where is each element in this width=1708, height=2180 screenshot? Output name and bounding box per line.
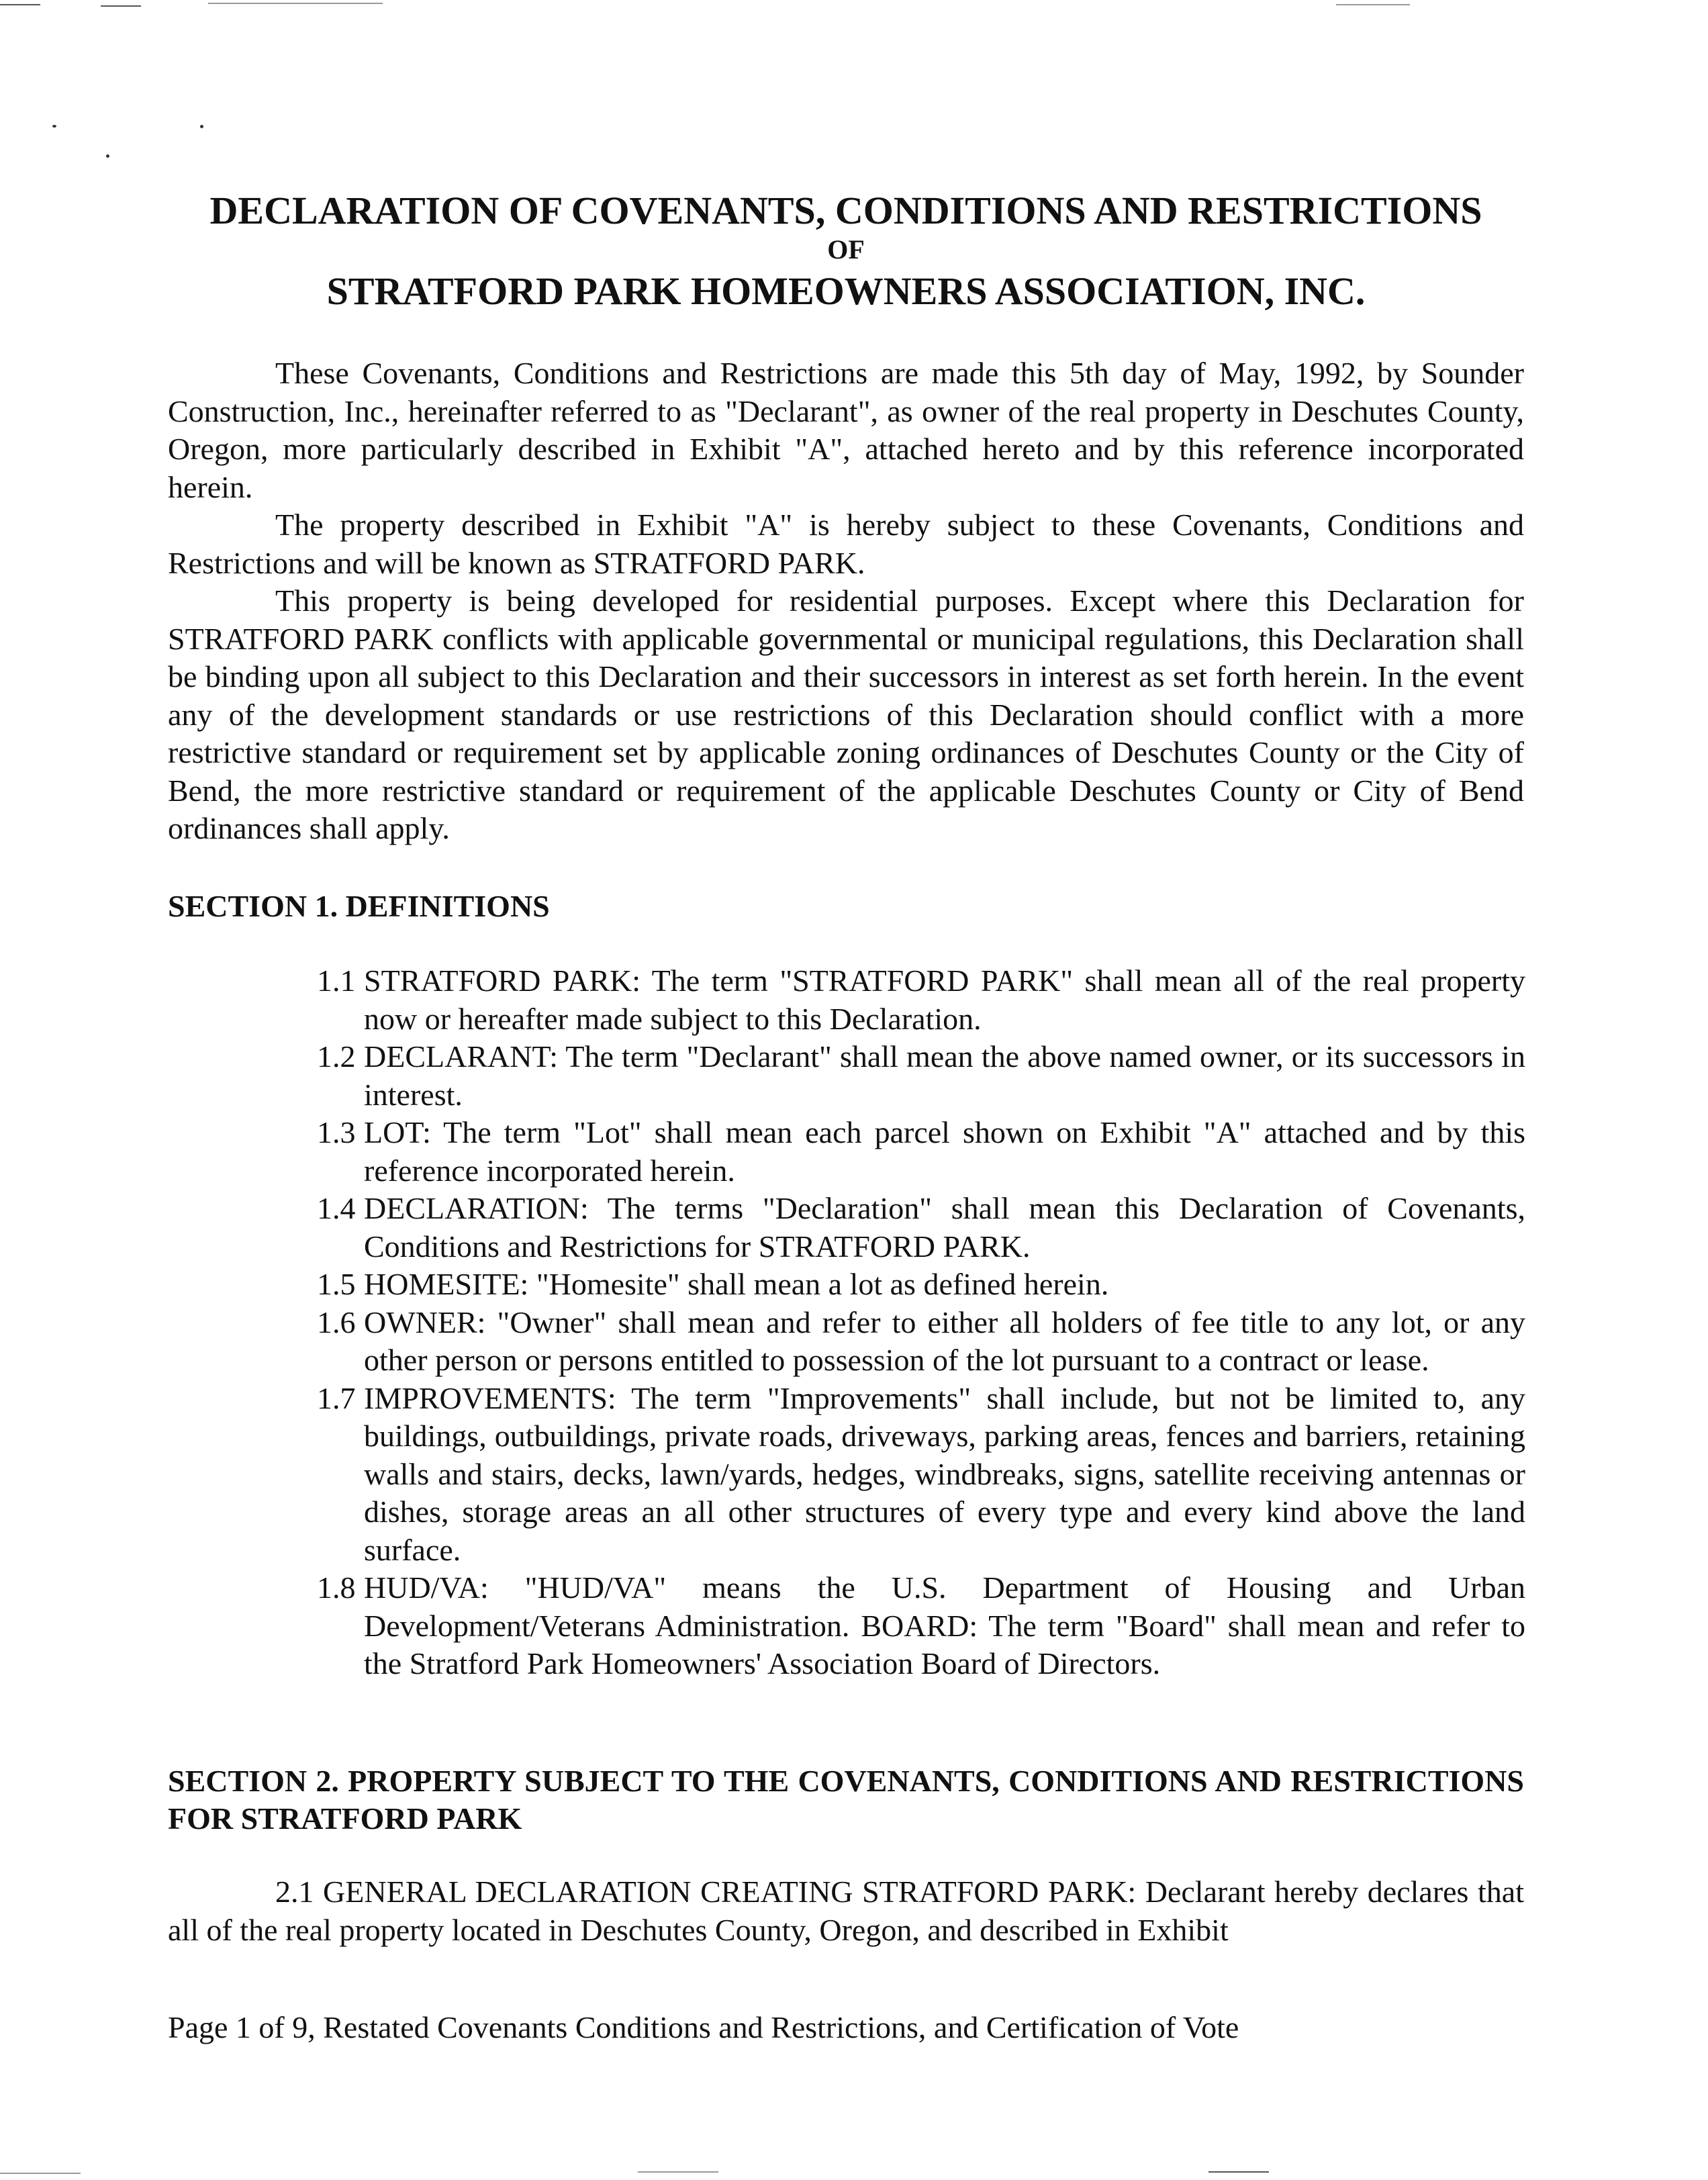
- section-2-heading: SECTION 2. PROPERTY SUBJECT TO THE COVENANTS, CONDITIONS AND RESTRICTIONS FOR STRATFORD PARK: [168, 1764, 1524, 1836]
- document-page: [168, 0, 1524, 2180]
- scan-speck-3: [106, 154, 109, 158]
- section-2-paragraph: 2.1 GENERAL DECLARATION CREATING STRATFORD PARK: Declarant hereby declares that all of the real property located in Deschutes County, Oregon, and described in Exhibit: [168, 1875, 1524, 1947]
- definition-number: 1.3: [317, 1115, 356, 1149]
- definition-text: DECLARANT: The term "Declarant" shall mean the above named owner, or its successors in interest.: [364, 1039, 1525, 1112]
- definition-item: [317, 1569, 1525, 1683]
- page-footer: Page 1 of 9, Restated Covenants Conditions and Restrictions, and Certification of Vote: [168, 2010, 1239, 2044]
- title-of: OF: [827, 234, 865, 265]
- section-2-body: [168, 1873, 1524, 1949]
- scan-speck-1: [52, 125, 56, 128]
- definition-number: 1.4: [317, 1191, 356, 1225]
- intro-paragraph: The property described in Exhibit "A" is hereby subject to these Covenants, Conditions and Restrictions and will be known as STRATFORD PARK.: [168, 508, 1524, 580]
- title-line-2: STRATFORD PARK HOMEOWNERS ASSOCIATION, INC.: [326, 269, 1366, 313]
- document-title: [168, 187, 1524, 318]
- section-1-heading: SECTION 1. DEFINITIONS: [168, 889, 550, 923]
- definition-text: HOMESITE: "Homesite" shall mean a lot as defined herein.: [364, 1267, 1109, 1301]
- definition-text: DECLARATION: The terms "Declaration" shall mean this Declaration of Covenants, Conditions and Restrictions for STRATFORD PARK.: [364, 1191, 1525, 1264]
- definition-number: 1.2: [317, 1039, 356, 1074]
- definition-text: IMPROVEMENTS: The term "Improvements" shall include, but not be limited to, any buildings, outbuildings, private roads, driveways, parking areas, fences and barriers, retaining walls and stairs, decks, lawn/yards, hedges, windbreaks, signs, satellite receiving antennas or dishes, storage areas an all other structures of every type and every kind above the land surface.: [364, 1380, 1525, 1567]
- scan-artifact-top-1: [0, 4, 40, 5]
- title-line-1: DECLARATION OF COVENANTS, CONDITIONS AND RESTRICTIONS: [209, 189, 1482, 232]
- definition-number: 1.7: [317, 1380, 356, 1415]
- definition-text: LOT: The term "Lot" shall mean each parcel shown on Exhibit "A" attached and by this reference incorporated herein.: [364, 1115, 1525, 1188]
- definition-item: [317, 1114, 1525, 1190]
- definition-number: 1.8: [317, 1570, 356, 1605]
- definition-number: 1.5: [317, 1267, 356, 1301]
- definitions-list: [317, 962, 1525, 1683]
- definition-item: [317, 1038, 1525, 1114]
- intro-paragraph: This property is being developed for residential purposes. Except where this Declaration for STRATFORD PARK conflicts with applicable governmental or municipal regulations, this Declaration shall be binding upon all subject to this Declaration and their successors in interest as set forth herein. In the event any of the development standards or use restrictions of this Declaration should conflict with a more restrictive standard or requirement set by applicable zoning ordinances of Deschutes County or the City of Bend, the more restrictive standard or requirement of the applicable Deschutes County or City of Bend ordinances shall apply.: [168, 583, 1524, 845]
- definition-item: [317, 1266, 1525, 1304]
- definition-item: [317, 962, 1525, 1038]
- definition-number: 1.1: [317, 963, 356, 998]
- definition-item: [317, 1190, 1525, 1266]
- definition-item: [317, 1304, 1525, 1380]
- definition-item: [317, 1380, 1525, 1570]
- definition-text: HUD/VA: "HUD/VA" means the U.S. Department of Housing and Urban Development/Veterans Administration. BOARD: The term "Board" shall mean and refer to the Stratford Park Homeowners' Association Board of Directors.: [364, 1570, 1525, 1680]
- definition-number: 1.6: [317, 1305, 356, 1339]
- definition-text: OWNER: "Owner" shall mean and refer to either all holders of fee title to any lot, or any other person or persons entitled to possession of the lot pursuant to a contract or lease.: [364, 1305, 1525, 1377]
- scan-artifact-top-2: [101, 5, 141, 7]
- intro-section: [168, 354, 1524, 848]
- intro-paragraph: These Covenants, Conditions and Restrictions are made this 5th day of May, 1992, by Sounder Construction, Inc., hereinafter referred to as "Declarant", as owner of the real property in Deschutes County, Oregon, more particularly described in Exhibit "A", attached hereto and by this reference incorporated herein.: [168, 356, 1524, 504]
- definition-text: STRATFORD PARK: The term "STRATFORD PARK" shall mean all of the real property now or hereafter made subject to this Declaration.: [364, 963, 1525, 1036]
- scan-artifact-bottom-1: [0, 2173, 81, 2174]
